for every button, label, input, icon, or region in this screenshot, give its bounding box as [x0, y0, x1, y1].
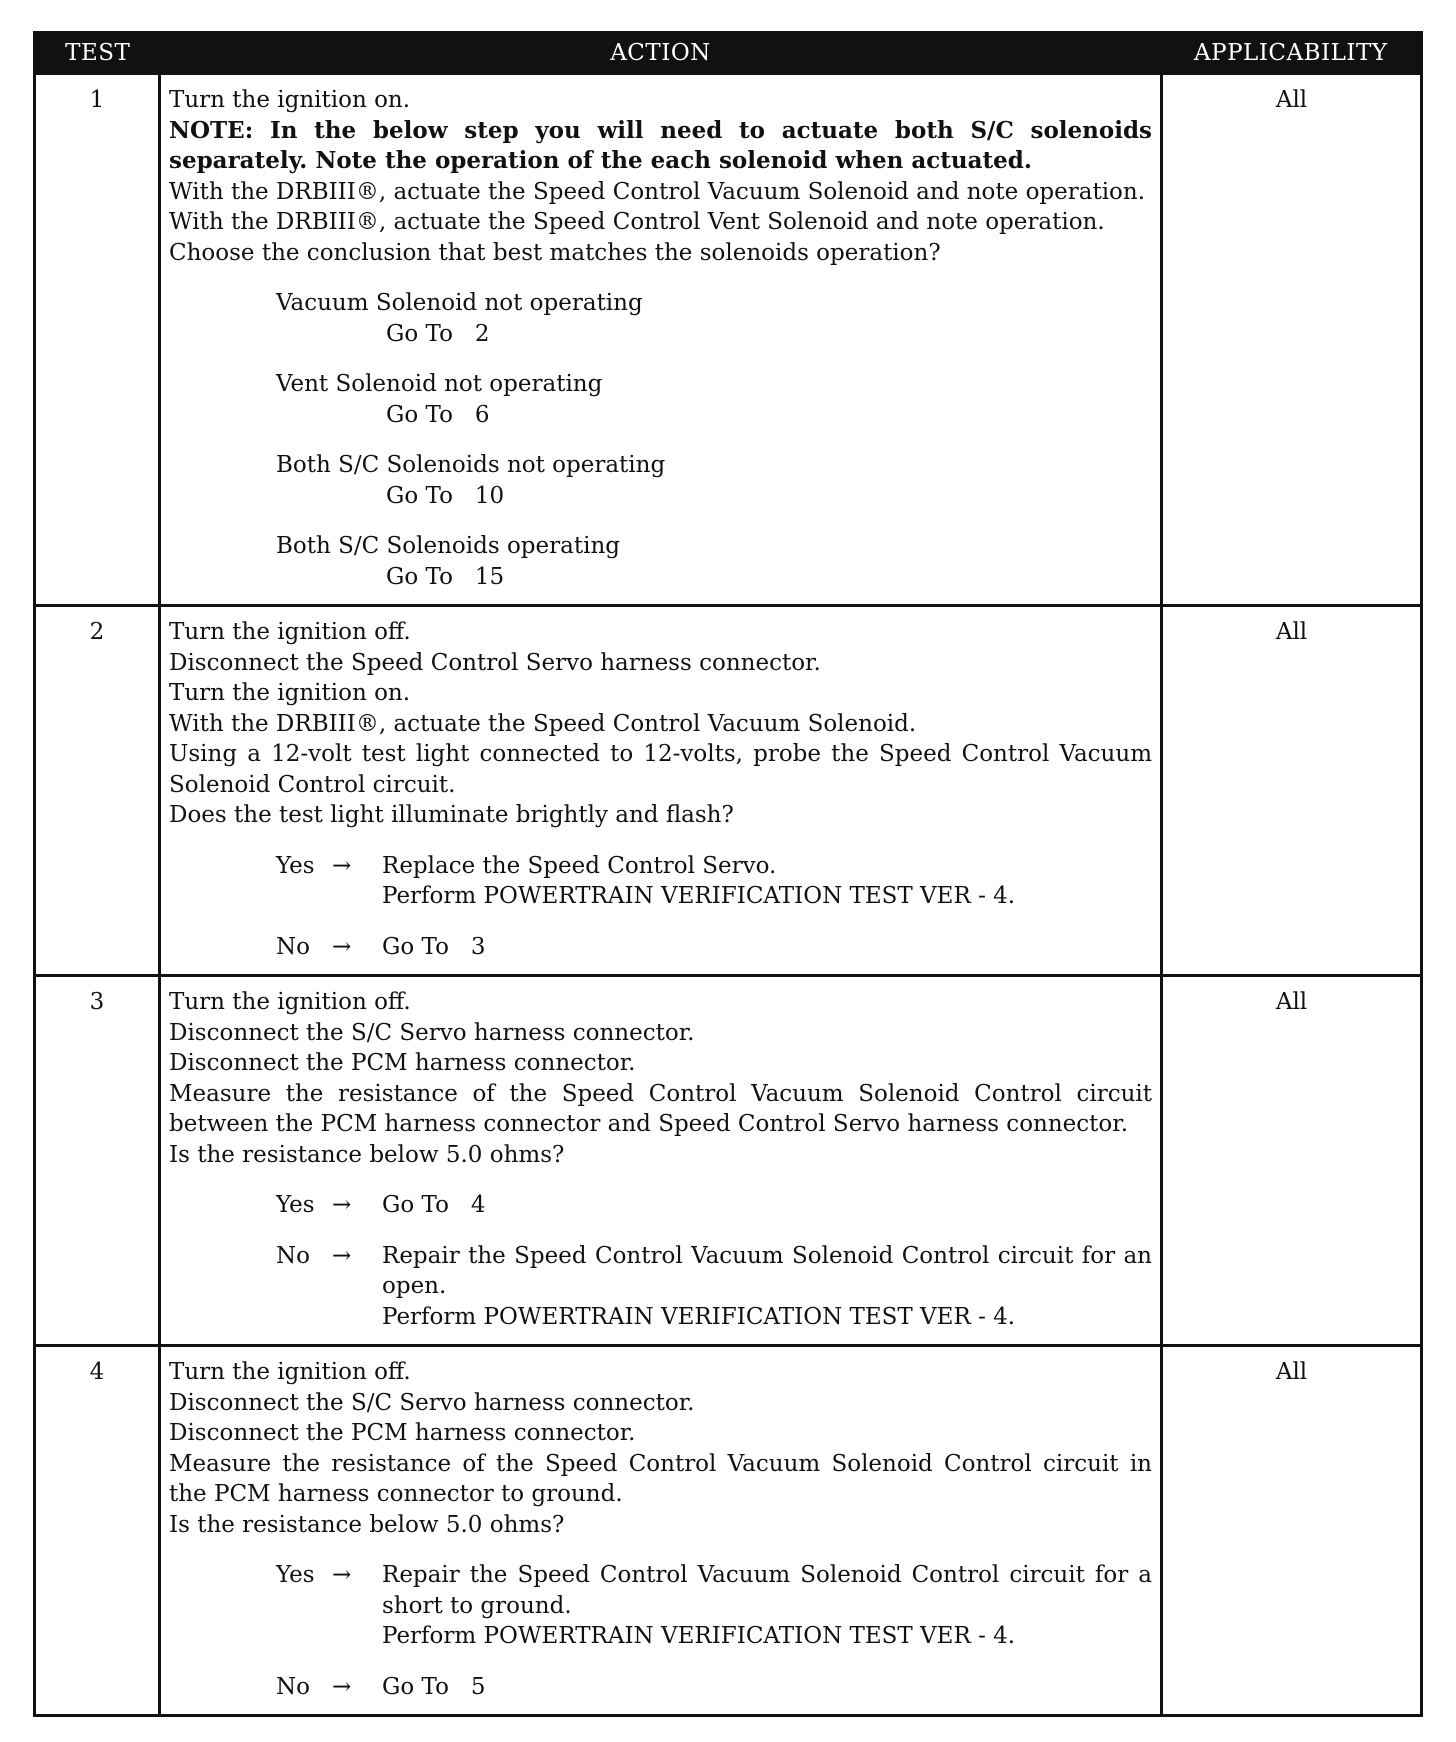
test-action [160, 976, 1162, 1346]
answer-result [382, 1672, 1152, 1703]
result-line: Repair the Speed Control Vacuum Solenoid Control circuit for an open. [382, 1242, 1152, 1299]
answer-result [382, 1560, 1152, 1652]
step-text: With the DRBIII®, actuate the Speed Control Vent Solenoid and note operation. [169, 209, 1105, 235]
step-text: Measure the resistance of the Speed Control Vacuum Solenoid Control circuit between the PCM harness connector and Speed Control Servo harness connector. [169, 1080, 1152, 1137]
answer-yes [169, 1190, 1152, 1221]
answer-no [169, 1672, 1152, 1703]
note-text: NOTE: In the below step you will need to actuate both S/C solenoids separately. Note the operation of the each solenoid when actuated. [169, 116, 1152, 174]
step-text: Disconnect the Speed Control Servo harness connector. [169, 649, 821, 676]
step-text: Measure the resistance of the Speed Control Vacuum Solenoid Control circuit in the PCM harness connector to ground. [169, 1450, 1152, 1507]
option-goto: Go To 15 [386, 563, 505, 590]
step-text: Turn the ignition on. [169, 87, 411, 113]
answer-key: No [276, 1673, 310, 1700]
option-label: Vent Solenoid not operating [276, 371, 603, 397]
arrow-icon: → [332, 852, 352, 879]
answer-result [382, 1241, 1152, 1333]
conclusion-option [169, 531, 1152, 592]
step-text: Turn the ignition off. [169, 619, 411, 645]
answer-options [169, 1190, 1152, 1332]
table-header-row [35, 33, 1422, 74]
step-text: Turn the ignition on. [169, 680, 411, 706]
test-row [35, 976, 1422, 1346]
test-row [35, 74, 1422, 606]
step-text: Disconnect the PCM harness connector. [169, 1420, 636, 1446]
test-number: 3 [35, 976, 160, 1346]
option-goto: Go To 2 [386, 320, 490, 347]
question-text: Is the resistance below 5.0 ohms? [169, 1141, 565, 1168]
step-text: Disconnect the S/C Servo harness connector. [169, 1019, 695, 1046]
header-action: ACTION [160, 33, 1162, 74]
step-text: Turn the ignition off. [169, 1359, 411, 1385]
test-number: 2 [35, 606, 160, 976]
answer-yes [169, 851, 1152, 912]
test-row [35, 606, 1422, 976]
arrow-icon: → [332, 1673, 352, 1700]
result-line: Perform POWERTRAIN VERIFICATION TEST VER - 4. [382, 883, 1016, 909]
step-text: With the DRBIII®, actuate the Speed Control Vacuum Solenoid. [169, 710, 917, 737]
diagnostic-test-table [33, 31, 1423, 1717]
test-action [160, 606, 1162, 976]
header-test: TEST [35, 33, 160, 74]
answer-options [169, 851, 1152, 963]
conclusion-options [169, 288, 1152, 592]
result-line: Go To 3 [382, 933, 486, 960]
result-line: Go To 4 [382, 1192, 486, 1218]
applicability-value: All [1162, 976, 1422, 1346]
step-text: With the DRBIII®, actuate the Speed Control Vacuum Solenoid and note operation. [169, 178, 1146, 205]
option-label: Both S/C Solenoids operating [276, 533, 620, 559]
answer-no [169, 932, 1152, 963]
conclusion-option [169, 369, 1152, 430]
result-line: Perform POWERTRAIN VERIFICATION TEST VER - 4. [382, 1303, 1016, 1330]
diagnostic-page [33, 31, 1420, 1717]
answer-result [382, 932, 1152, 963]
step-text: Using a 12-volt test light connected to 12-volts, probe the Speed Control Vacuum Solenoid Control circuit. [169, 741, 1152, 798]
result-line: Repair the Speed Control Vacuum Solenoid Control circuit for a short to ground. [382, 1562, 1152, 1619]
test-action [160, 1346, 1162, 1716]
option-label: Vacuum Solenoid not operating [276, 290, 643, 316]
answer-key: No [276, 1242, 310, 1269]
arrow-icon: → [332, 1192, 352, 1218]
question-text: Is the resistance below 5.0 ohms? [169, 1511, 565, 1538]
conclusion-option [169, 288, 1152, 349]
result-line: Perform POWERTRAIN VERIFICATION TEST VER - 4. [382, 1623, 1016, 1649]
answer-options [169, 1560, 1152, 1702]
test-number: 4 [35, 1346, 160, 1716]
option-goto: Go To 10 [386, 482, 505, 509]
arrow-icon: → [332, 933, 352, 960]
answer-result [382, 851, 1152, 912]
test-action [160, 74, 1162, 606]
answer-result [382, 1190, 1152, 1221]
answer-key: No [276, 933, 310, 960]
applicability-value: All [1162, 74, 1422, 606]
applicability-value: All [1162, 1346, 1422, 1716]
question-text: Choose the conclusion that best matches the solenoids operation? [169, 239, 941, 266]
result-line: Go To 5 [382, 1673, 486, 1700]
question-text: Does the test light illuminate brightly and flash? [169, 802, 734, 828]
answer-no [169, 1241, 1152, 1333]
step-text: Disconnect the S/C Servo harness connector. [169, 1389, 695, 1416]
option-goto: Go To 6 [386, 401, 490, 428]
answer-yes [169, 1560, 1152, 1652]
test-number: 1 [35, 74, 160, 606]
test-row [35, 1346, 1422, 1716]
conclusion-option [169, 450, 1152, 511]
step-text: Disconnect the PCM harness connector. [169, 1050, 636, 1076]
option-label: Both S/C Solenoids not operating [276, 452, 666, 478]
step-text: Turn the ignition off. [169, 989, 411, 1015]
applicability-value: All [1162, 606, 1422, 976]
arrow-icon: → [332, 1242, 352, 1269]
arrow-icon: → [332, 1562, 352, 1588]
header-applicability: APPLICABILITY [1162, 33, 1422, 74]
answer-key: Yes [276, 1562, 315, 1588]
result-line: Replace the Speed Control Servo. [382, 852, 777, 879]
answer-key: Yes [276, 1192, 315, 1218]
answer-key: Yes [276, 852, 315, 879]
